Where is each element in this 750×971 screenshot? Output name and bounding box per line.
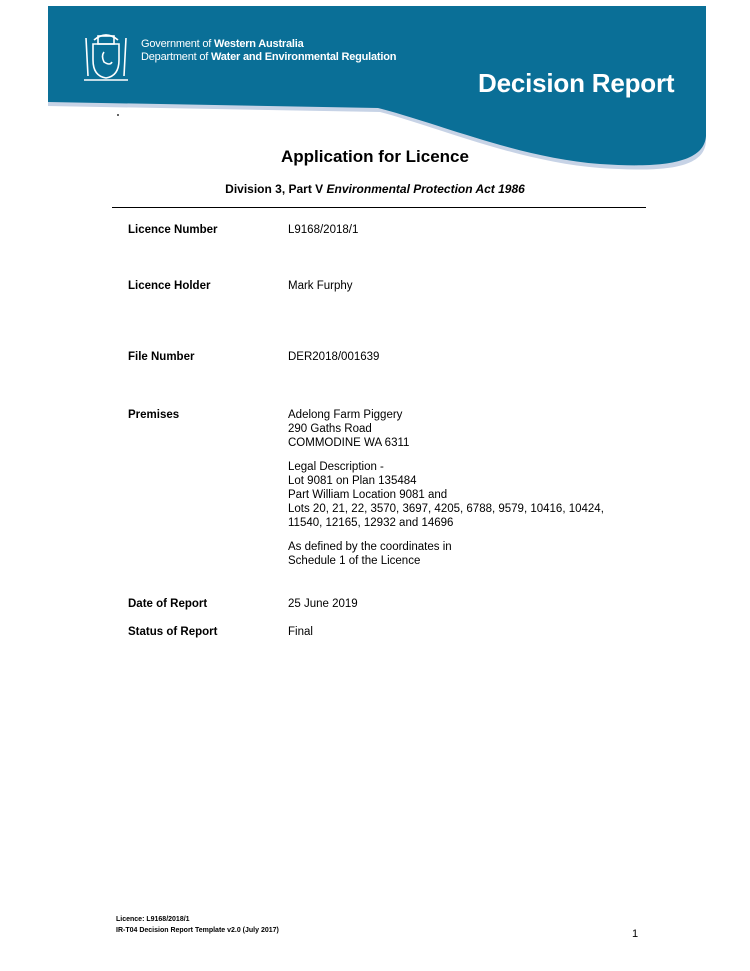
field-label: Licence Number [128, 224, 218, 236]
field-label: Date of Report [128, 598, 208, 610]
legal-line: Lots 20, 21, 22, 3570, 3697, 4205, 6788, 9579, 10416, 10424, [288, 503, 604, 515]
field-label: Licence Holder [128, 280, 211, 292]
legal-line: Legal Description - [288, 461, 384, 473]
page-number: 1 [632, 928, 639, 940]
legal-line: 11540, 12165, 12932 and 14696 [288, 517, 454, 529]
subtitle-division: Division 3, Part V [225, 182, 324, 196]
stray-mark [117, 114, 119, 116]
department-name: Water and Environmental Regulation [210, 51, 397, 63]
field-value: Final [288, 626, 313, 638]
coordinates-line: Schedule 1 of the Licence [288, 555, 421, 567]
footer-licence: Licence: L9168/2018/1 [116, 916, 190, 923]
wa-crest-icon [76, 26, 136, 86]
coordinates-line: As defined by the coordinates in [288, 541, 452, 553]
field-value: L9168/2018/1 [288, 224, 359, 236]
premises-value [288, 408, 658, 568]
field-value: Mark Furphy [288, 280, 353, 292]
page-footer [116, 914, 279, 936]
header-banner [0, 0, 750, 200]
department-prefix: Department of [141, 51, 209, 63]
government-name: Western Australia [214, 38, 304, 50]
report-type-title: Decision Report [478, 68, 675, 98]
subtitle-act: Environmental Protection Act 1986 [326, 182, 525, 196]
address-line: Adelong Farm Piggery [288, 409, 403, 421]
legal-line: Lot 9081 on Plan 135484 [288, 475, 417, 487]
field-label: Status of Report [128, 626, 218, 638]
document-subtitle [0, 182, 750, 196]
divider-line [112, 207, 646, 208]
field-label: File Number [128, 351, 195, 363]
government-prefix: Government of [141, 38, 212, 50]
field-value: DER2018/001639 [288, 351, 380, 363]
field-label: Premises [128, 409, 180, 421]
document-title: Application for Licence [281, 147, 469, 166]
address-line: COMMODINE WA 6311 [288, 437, 410, 449]
government-branding [141, 38, 396, 64]
footer-template: IR-T04 Decision Report Template v2.0 (July 2017) [116, 927, 279, 934]
address-line: 290 Gaths Road [288, 423, 372, 435]
legal-line: Part William Location 9081 and [288, 489, 448, 501]
field-value: 25 June 2019 [288, 598, 358, 610]
